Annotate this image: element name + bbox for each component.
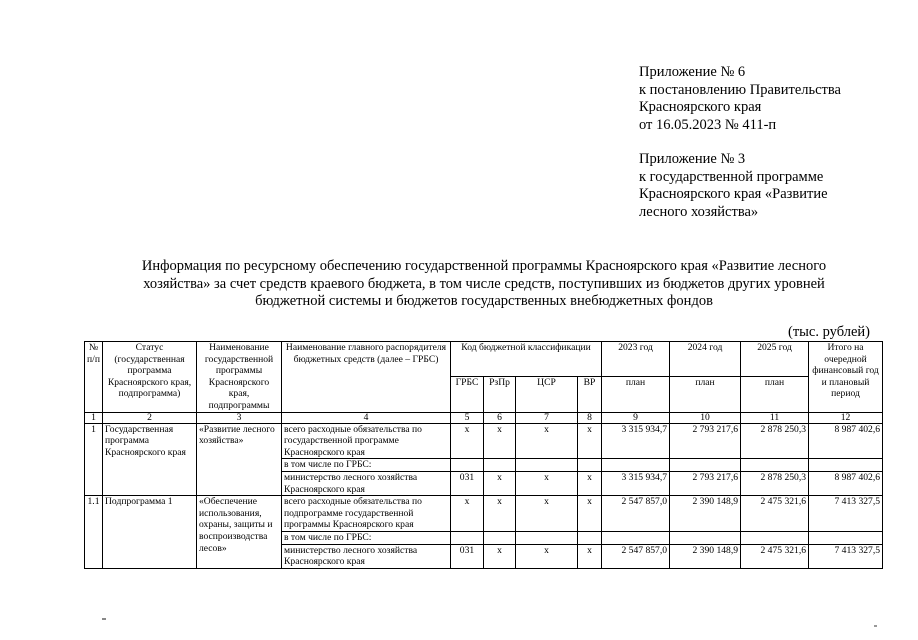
cell-2024: 2 390 148,9 bbox=[670, 496, 741, 532]
cell-rzpr: х bbox=[484, 423, 516, 459]
cell-rzpr: х bbox=[484, 496, 516, 532]
column-number: 12 bbox=[809, 412, 883, 423]
header-plan: план bbox=[670, 377, 741, 412]
scan-speck bbox=[874, 625, 877, 627]
column-number-row bbox=[85, 412, 883, 423]
empty-cell bbox=[741, 531, 809, 544]
row-desc: в том числе по ГРБС: bbox=[282, 531, 451, 544]
empty-cell bbox=[484, 459, 516, 472]
cell-csr: х bbox=[516, 544, 578, 568]
cell-2023: 2 547 857,0 bbox=[602, 496, 670, 532]
empty-cell bbox=[670, 459, 741, 472]
cell-rzpr: х bbox=[484, 471, 516, 495]
cell-2025: 2 878 250,3 bbox=[741, 423, 809, 459]
column-number: 6 bbox=[484, 412, 516, 423]
header-2024: 2024 год bbox=[670, 342, 741, 377]
title-line: хозяйства» за счет средств краевого бюджета, в том числе средств, поступивших из бюджетов других уровней bbox=[143, 275, 825, 292]
header-total: Итого на очередной финансовый год и плановый период bbox=[809, 342, 883, 413]
empty-cell bbox=[451, 531, 484, 544]
empty-cell bbox=[578, 459, 602, 472]
annex-number: Приложение № 6 bbox=[639, 64, 746, 80]
cell-total: 7 413 327,5 bbox=[809, 544, 883, 568]
row-num: 1 bbox=[85, 423, 103, 496]
header-status: Статус (государственная программа Красноярского края, подпрограмма) bbox=[103, 342, 197, 413]
cell-2024: 2 793 217,6 bbox=[670, 471, 741, 495]
empty-cell bbox=[809, 531, 883, 544]
annex-text: к постановлению Правительства bbox=[639, 81, 841, 98]
cell-grbs: 031 bbox=[451, 544, 484, 568]
empty-cell bbox=[516, 459, 578, 472]
cell-2023: 3 315 934,7 bbox=[602, 471, 670, 495]
resource-table bbox=[84, 341, 883, 569]
empty-cell bbox=[578, 531, 602, 544]
header-csr: ЦСР bbox=[516, 377, 578, 412]
cell-grbs: 031 bbox=[451, 471, 484, 495]
cell-2023: 2 547 857,0 bbox=[602, 544, 670, 568]
header-rzpr: РзПр bbox=[484, 377, 516, 412]
empty-cell bbox=[741, 459, 809, 472]
header-kbk: Код бюджетной классификации bbox=[451, 342, 602, 377]
annex-text: Красноярского края «Развитие bbox=[639, 186, 828, 202]
row-status: Государственная программа Красноярского края bbox=[103, 423, 197, 496]
row-num: 1.1 bbox=[85, 496, 103, 569]
cell-2023: 3 315 934,7 bbox=[602, 423, 670, 459]
header-grbs-name: Наименование главного распорядителя бюджетных средств (далее – ГРБС) bbox=[282, 342, 451, 413]
header-num: № п/п bbox=[85, 342, 103, 413]
empty-cell bbox=[809, 459, 883, 472]
units-label: (тыс. рублей) bbox=[788, 324, 870, 340]
cell-2025: 2 475 321,6 bbox=[741, 496, 809, 532]
empty-cell bbox=[516, 531, 578, 544]
cell-vr: х bbox=[578, 471, 602, 495]
header-2023: 2023 год bbox=[602, 342, 670, 377]
column-number: 11 bbox=[741, 412, 809, 423]
column-number: 7 bbox=[516, 412, 578, 423]
column-number: 2 bbox=[103, 412, 197, 423]
column-number: 3 bbox=[197, 412, 282, 423]
empty-cell bbox=[670, 531, 741, 544]
cell-2025: 2 878 250,3 bbox=[741, 471, 809, 495]
cell-2024: 2 390 148,9 bbox=[670, 544, 741, 568]
header-grbs: ГРБС bbox=[451, 377, 484, 412]
column-number: 4 bbox=[282, 412, 451, 423]
annex-number: Приложение № 3 bbox=[639, 151, 746, 167]
title-line: Информация по ресурсному обеспечению государственной программы Красноярского края «Развитие лесного bbox=[141, 258, 827, 274]
cell-vr: х bbox=[578, 544, 602, 568]
cell-total: 8 987 402,6 bbox=[809, 471, 883, 495]
annex-date: от 16.05.2023 № 411-п bbox=[639, 116, 777, 133]
annex-block-6 bbox=[639, 64, 841, 134]
column-number: 8 bbox=[578, 412, 602, 423]
row-desc: всего расходные обязательства по государственной программе Красноярского края bbox=[282, 423, 451, 459]
cell-total: 8 987 402,6 bbox=[809, 423, 883, 459]
empty-cell bbox=[602, 531, 670, 544]
row-name: «Развитие лесного хозяйства» bbox=[197, 423, 282, 496]
row-desc: в том числе по ГРБС: bbox=[282, 459, 451, 472]
row-name: «Обеспечение использования, охраны, защиты и воспроизводства лесов» bbox=[197, 496, 282, 569]
header-name: Наименование государственной программы Красноярского края, подпрограммы bbox=[197, 342, 282, 413]
header-plan: план bbox=[741, 377, 809, 412]
annex-text: лесного хозяйства» bbox=[639, 203, 759, 220]
row-desc: министерство лесного хозяйства Красноярского края bbox=[282, 544, 451, 568]
cell-vr: х bbox=[578, 496, 602, 532]
cell-csr: х bbox=[516, 496, 578, 532]
cell-csr: х bbox=[516, 471, 578, 495]
cell-rzpr: х bbox=[484, 544, 516, 568]
title-line: бюджетной системы и бюджетов государственных внебюджетных фондов bbox=[255, 293, 713, 309]
column-number: 5 bbox=[451, 412, 484, 423]
header-vr: ВР bbox=[578, 377, 602, 412]
empty-cell bbox=[484, 531, 516, 544]
cell-2024: 2 793 217,6 bbox=[670, 423, 741, 459]
cell-grbs: х bbox=[451, 496, 484, 532]
empty-cell bbox=[451, 459, 484, 472]
row-status: Подпрограмма 1 bbox=[103, 496, 197, 569]
column-number: 10 bbox=[670, 412, 741, 423]
header-2025: 2025 год bbox=[741, 342, 809, 377]
annex-block-3 bbox=[639, 151, 828, 221]
cell-2025: 2 475 321,6 bbox=[741, 544, 809, 568]
header-plan: план bbox=[602, 377, 670, 412]
header-row bbox=[85, 342, 883, 377]
document-title bbox=[104, 258, 864, 311]
cell-vr: х bbox=[578, 423, 602, 459]
annex-text: к государственной программе bbox=[639, 168, 824, 185]
scan-speck bbox=[102, 618, 106, 620]
table-row bbox=[85, 423, 883, 459]
cell-csr: х bbox=[516, 423, 578, 459]
row-desc: всего расходные обязательства по подпрограмме государственной программы Красноярского края bbox=[282, 496, 451, 532]
cell-grbs: х bbox=[451, 423, 484, 459]
row-desc: министерство лесного хозяйства Красноярского края bbox=[282, 471, 451, 495]
table-row bbox=[85, 496, 883, 532]
column-number: 9 bbox=[602, 412, 670, 423]
empty-cell bbox=[602, 459, 670, 472]
cell-total: 7 413 327,5 bbox=[809, 496, 883, 532]
annex-text: Красноярского края bbox=[639, 99, 762, 115]
column-number: 1 bbox=[85, 412, 103, 423]
